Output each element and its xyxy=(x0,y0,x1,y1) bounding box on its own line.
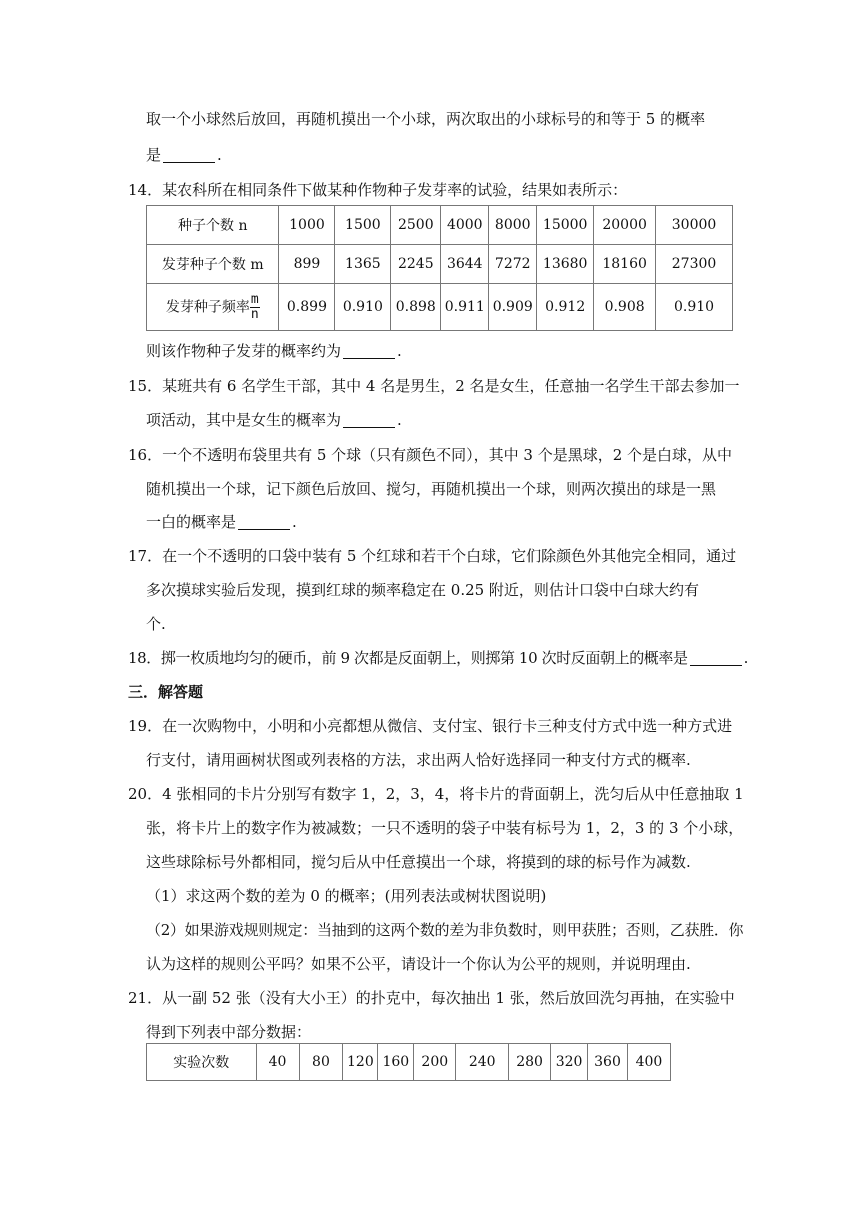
q14-after-pre: 则该作物种子发芽的概率约为 xyxy=(146,342,342,360)
q20-sub1: （1）求这两个数的差为 0 的概率；(用列表法或树状图说明) xyxy=(146,887,547,905)
q20-line3: 这些球除标号外都相同，搅匀后从中任意摸出一个球，将摸到的球的标号作为减数. xyxy=(146,853,691,871)
fraction-denominator: n xyxy=(250,306,259,322)
q20-line1: 20．4 张相同的卡片分别写有数字 1，2，3，4，将卡片的背面朝上，洗匀后从中任意抽取 1 xyxy=(128,785,744,803)
q14-freq-label: 发芽种子频率 xyxy=(165,299,250,315)
q16-line1: 16．一个不透明布袋里共有 5 个球（只有颜色不同），其中 3 个是黑球，2 个是白球，从中 xyxy=(128,446,733,464)
q14-cell: 3644 xyxy=(441,245,489,284)
q14-cell: 7272 xyxy=(489,245,537,284)
q21-cell: 200 xyxy=(414,1044,456,1081)
q14-cell: 899 xyxy=(279,245,335,284)
q14-cell: 0.898 xyxy=(391,284,441,331)
q15-line2-pre: 项活动，其中是女生的概率为 xyxy=(146,411,342,429)
q14-cell: 0.910 xyxy=(335,284,391,331)
q14-row-label: 发芽种子个数 m xyxy=(147,245,279,284)
q16-line3-post: . xyxy=(292,513,297,531)
q14-cell: 15000 xyxy=(537,206,594,245)
q14-cell: 0.899 xyxy=(279,284,335,331)
q21-table xyxy=(146,1043,671,1081)
q14-row-m xyxy=(147,245,733,284)
q14-cell: 8000 xyxy=(489,206,537,245)
q17-line3: 个. xyxy=(146,615,166,633)
q21-row xyxy=(147,1044,671,1081)
q18-text-pre: 18．掷一枚质地均匀的硬币，前 9 次都是反面朝上，则掷第 10 次时反面朝上的概率是 xyxy=(128,649,688,667)
q15-line2 xyxy=(146,410,402,430)
q18-text xyxy=(128,648,748,668)
q14-row-freq xyxy=(147,284,733,331)
q21-cell: 240 xyxy=(456,1044,509,1081)
section-title: 三．解答题 xyxy=(128,683,204,701)
fraction-numerator: m xyxy=(250,291,259,307)
q14-cell: 1000 xyxy=(279,206,335,245)
q14-cell: 2500 xyxy=(391,206,441,245)
q21-cell: 40 xyxy=(256,1044,299,1081)
q21-cell: 160 xyxy=(378,1044,414,1081)
fraction-m-over-n xyxy=(250,293,260,322)
q16-line3-pre: 一白的概率是 xyxy=(146,513,237,531)
answer-blank xyxy=(238,514,290,530)
q13-line2 xyxy=(146,145,222,165)
answer-blank xyxy=(690,650,742,666)
q14-after-post: . xyxy=(397,342,402,360)
q20-line2: 张，将卡片上的数字作为被减数；一只不透明的袋子中装有标号为 1，2，3 的 3 个小球， xyxy=(146,819,744,837)
q17-line2: 多次摸球实验后发现，摸到红球的频率稳定在 0.25 附近，则估计口袋中白球大约有 xyxy=(146,581,699,599)
q14-cell: 0.909 xyxy=(489,284,537,331)
q21-cell: 80 xyxy=(299,1044,343,1081)
q15-line1: 15．某班共有 6 名学生干部，其中 4 名是男生，2 名是女生，任意抽一名学生干部去参加一 xyxy=(128,377,740,395)
q14-cell: 0.911 xyxy=(441,284,489,331)
q21-cell: 320 xyxy=(551,1044,588,1081)
q21-row-label: 实验次数 xyxy=(147,1044,257,1081)
q21-line2: 得到下列表中部分数据： xyxy=(146,1023,312,1041)
q14-row-n xyxy=(147,206,733,245)
q16-line2: 随机摸出一个球，记下颜色后放回、搅匀，再随机摸出一个球，则两次摸出的球是一黑 xyxy=(146,480,717,498)
q21-cell: 280 xyxy=(509,1044,551,1081)
q21-cell: 120 xyxy=(343,1044,378,1081)
q20-sub2-line2: 认为这样的规则公平吗？如果不公平，请设计一个你认为公平的规则，并说明理由. xyxy=(146,955,691,973)
q14-after xyxy=(146,341,402,361)
answer-blank xyxy=(343,412,395,428)
q13-line1: 取一个小球然后放回，再随机摸出一个小球，两次取出的小球标号的和等于 5 的概率 xyxy=(146,110,706,128)
q21-line1: 21．从一副 52 张（没有大小王）的扑克中，每次抽出 1 张，然后放回洗匀再抽，在实验中 xyxy=(128,989,735,1007)
q19-line2: 行支付，请用画树状图或列表格的方法，求出两人恰好选择同一种支付方式的概率. xyxy=(146,751,691,769)
q15-line2-post: . xyxy=(397,411,402,429)
q14-stem: 14．某农科所在相同条件下做某种作物种子发芽率的试验，结果如表所示： xyxy=(128,181,628,199)
q14-table xyxy=(146,205,733,331)
q14-cell: 13680 xyxy=(537,245,594,284)
q21-cell: 360 xyxy=(588,1044,628,1081)
q14-cell: 2245 xyxy=(391,245,441,284)
q14-cell: 27300 xyxy=(656,245,733,284)
q18-text-post: . xyxy=(743,649,748,667)
q17-line1: 17．在一个不透明的口袋中装有 5 个红球和若干个白球，它们除颜色外其他完全相同，通过 xyxy=(128,547,737,565)
q14-cell: 18160 xyxy=(594,245,656,284)
q14-cell: 30000 xyxy=(656,206,733,245)
answer-blank xyxy=(343,343,395,359)
q13-line2-pre: 是 xyxy=(146,146,162,164)
q14-cell: 1500 xyxy=(335,206,391,245)
q14-cell: 4000 xyxy=(441,206,489,245)
q13-line2-post: . xyxy=(217,146,222,164)
q14-row-label: 种子个数 n xyxy=(147,206,279,245)
answer-blank xyxy=(163,147,215,163)
q19-line1: 19．在一次购物中，小明和小亮都想从微信、支付宝、银行卡三种支付方式中选一种方式进 xyxy=(128,717,733,735)
q14-row-label xyxy=(147,284,279,331)
q16-line3 xyxy=(146,512,297,532)
q20-sub2: （2）如果游戏规则规定：当抽到的这两个数的差为非负数时，则甲获胜；否则，乙获胜．你 xyxy=(146,921,744,939)
q14-cell: 0.910 xyxy=(656,284,733,331)
q14-cell: 0.912 xyxy=(537,284,594,331)
q14-cell: 20000 xyxy=(594,206,656,245)
q14-cell: 0.908 xyxy=(594,284,656,331)
q14-cell: 1365 xyxy=(335,245,391,284)
q21-cell: 400 xyxy=(627,1044,670,1081)
